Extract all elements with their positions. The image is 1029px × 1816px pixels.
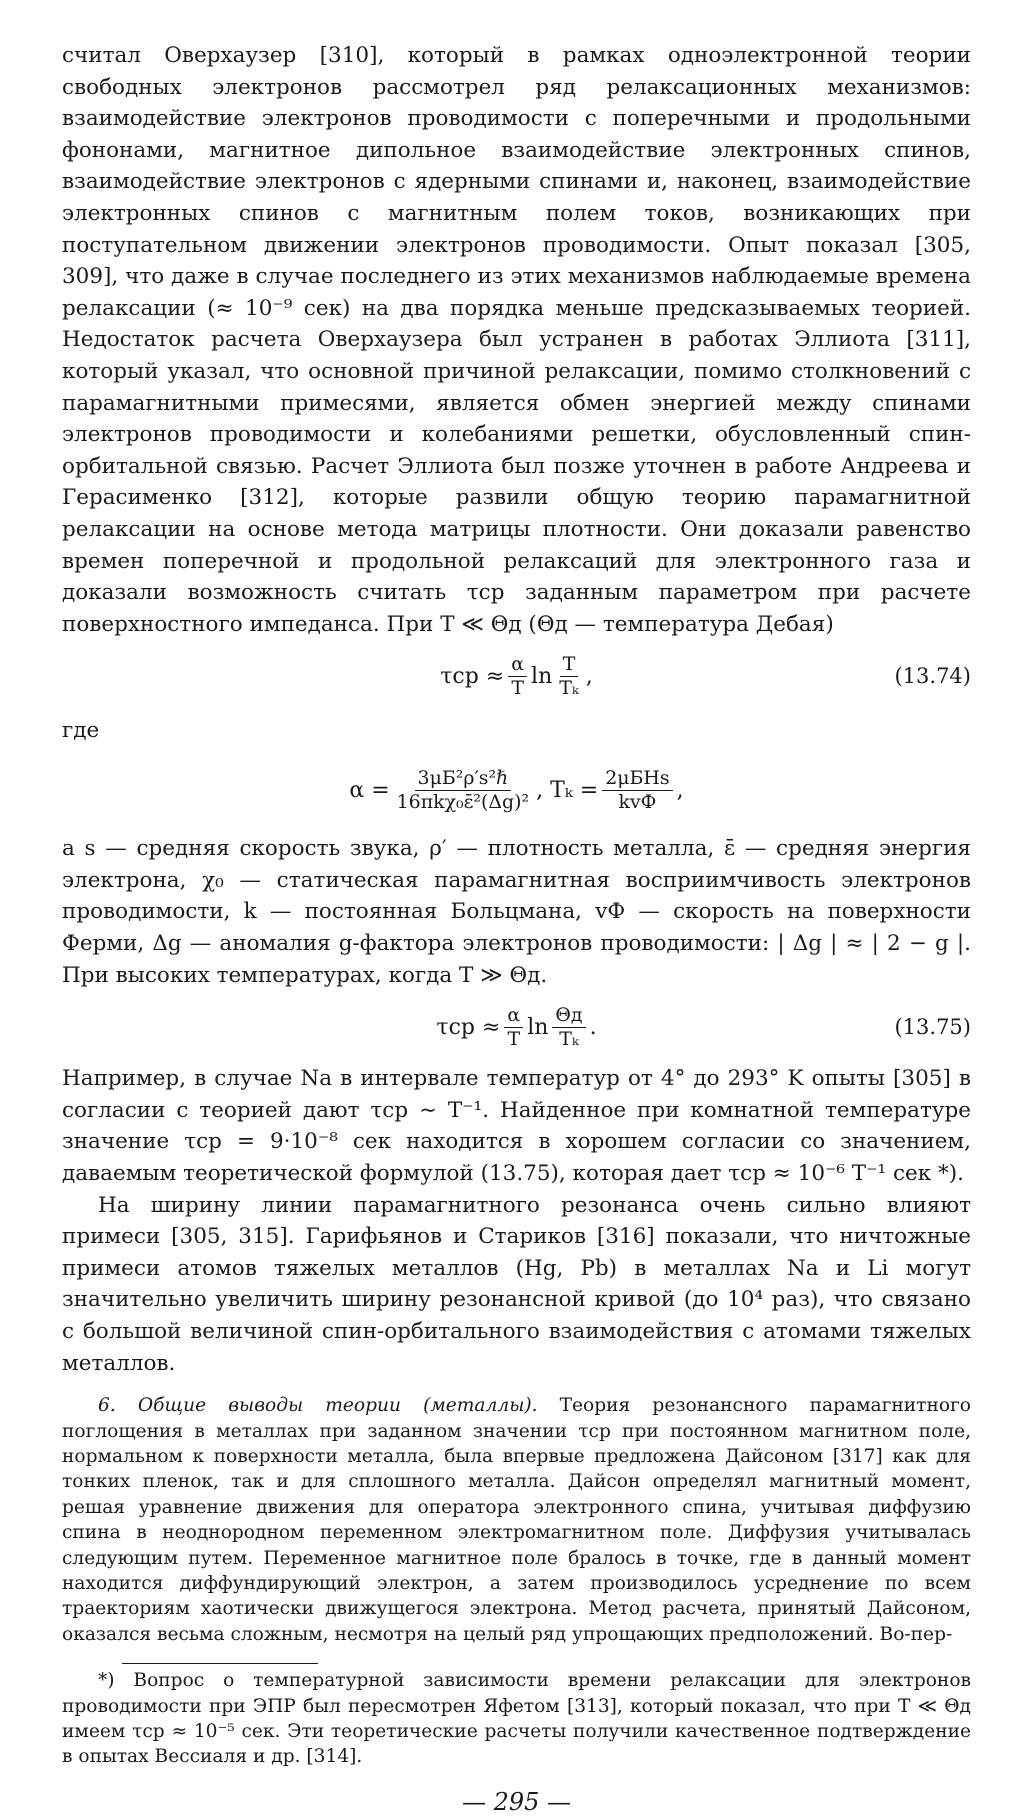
eq1-log-fraction [556,654,582,699]
paragraph-impurities: На ширину линии парамагнитного резонанса очень сильно влияют примеси [305, 315]. Гарифьянов и Стариков [316] показали, что ничтожные примеси атомов тяжелых металлов (Hg, Pb) в металлах Na и Li могут значительно увеличить ширину резонансной кривой (до 10⁴ раз), что связано с большой величиной спин-орбитального взаимодействия с атомами тяжелых металлов. [62,1192,971,1376]
eq2-tk-denominator: kvФ [618,790,657,813]
paragraph-general-conclusions [62,1393,971,1647]
eq3-log-numerator: Θд [552,1005,585,1028]
section-gap [62,1379,971,1393]
paragraph-sodium-example: Например, в случае Na в интервале температур от 4° до 293° K опыты [305] в согласии с теорией дают τср ∼ T⁻¹. Найденное при комнатной температуре значение τср = 9·10⁻⁸ сек находится в хорошем согласии со значением, даваемым теоретической формулой (13.75), которая дает τср ≈ 10⁻⁶ T⁻¹ сек *). [62,1066,971,1187]
eq1-ln: ln [531,663,553,689]
eq1-fraction [508,654,527,699]
eq1-numerator: α [508,654,527,677]
eq3-log-fraction [552,1005,585,1050]
eq3-fraction [504,1005,523,1050]
eq3-denominator: T [507,1027,521,1050]
paragraph-overhauser: считал Оверхаузер [310], который в рамках одноэлектронной теории свободных электронов рассмотрел ряд релаксационных механизмов: взаимодействие электронов проводимости с поперечными и продольными фононами, магнитное дипольное взаимодействие электронных спинов, взаимодействие электронов с ядерными спинами и, наконец, взаимодействие электронных спинов с магнитным полем токов, возникающих при поступательном движении электронов проводимости. Опыт показал [305, 309], что даже в случае последнего из этих механизмов наблюдаемые времена релаксации (≈ 10⁻⁹ сек) на два порядка меньше предсказываемых теорией. Недостаток расчета Оверхаузера был устранен в работах Эллиота [311], который указал, что основной причиной релаксации, помимо столкновений с парамагнитными примесями, является обмен энергией между спинами электронов проводимости и колебаниями решетки, обусловленный спин-орбитальной связью. Расчет Эллиота был позже уточнен в работе Андреева и Герасименко [312], которые развили общую теорию парамагнитной релаксации на основе метода матрицы плотности. Они доказали равенство времен поперечной и продольной релаксаций для электронного газа и доказали возможность считать τср заданным параметром при расчете поверхностного импеданса. При T ≪ Θд (Θд — температура Дебая) [62,43,971,637]
eq2-alpha-lhs: α = [349,777,390,803]
equation-13-74 [62,644,971,708]
eq1-log-numerator: T [560,654,579,677]
general-conclusions-text: Теория резонансного парамагнитного поглощения в металлах при заданном значении τср при постоянном магнитном поле, нормальном к поверхности металла, была впервые предложена Дайсоном [317] как для тонких пленок, так и для сплошного металла. Дайсон определял магнитный момент, решая уравнение движения для оператора электронного спина, учитывая диффузию спина в неоднородном переменном электромагнитном поле. Диффузия учитывалась следующим путем. Переменное магнитное поле бралось в точке, где в данный момент находится диффундирующий электрон, а затем производилось усреднение по всем траекториям хаотически движущегося электрона. Метод расчета, принятый Дайсоном, оказался весьма сложным, несмотря на целый ряд упрощающих предположений. Во-пер- [62,1395,971,1645]
eq1-log-denominator: Tₖ [559,676,579,699]
eq2-punct: , [676,777,684,803]
label-where: где [62,718,100,744]
eq3-punct: . [589,1014,597,1040]
eq2-alpha-fraction [394,768,532,813]
eq1-denominator: T [511,676,524,699]
eq2-tk-fraction [602,768,672,813]
equation-number-13-74: (13.74) [894,664,971,689]
equation-alpha-tk [62,751,971,829]
eq2-alpha-numerator: 3μБ²ρ′s²ℏ [415,768,512,791]
eq3-ln: ln [527,1014,549,1040]
equation-number-13-75: (13.75) [894,1015,971,1040]
eq3-lhs: τср ≈ [436,1014,501,1040]
eq2-alpha-denominator: 16πkχ₀ε̄²(Δg)² [396,790,530,813]
eq3-numerator: α [504,1005,523,1028]
section-heading-general-conclusions: 6. Общие выводы теории (металлы). [98,1395,538,1417]
paragraph-definitions: a s — средняя скорость звука, ρ′ — плотность металла, ε̄ — средняя энергия электрона, χ₀ — статическая парамагнитная восприимчивость электронов проводимости, k — постоянная Больцмана, vФ — скорость на поверхности Ферми, Δg — аномалия g-фактора электронов проводимости: | Δg | ≈ | 2 − g |. При высоких температурах, когда T ≫ Θд. [62,836,971,988]
eq2-tk-lhs: , Tₖ = [536,777,599,803]
equation-13-75 [62,995,971,1059]
page-number: — 295 — [461,1787,572,1816]
eq3-log-denominator: Tₖ [559,1027,579,1050]
footnote: *) Вопрос о температурной зависимости времени релаксации для электронов проводимости при ЭПР был пересмотрен Яфетом [313], который показал, что при T ≪ Θд имеем τср ≈ 10⁻⁵ сек. Эти теоретические расчеты получили качественное подтверждение в опытах Вессиаля и др. [314]. [62,1670,971,1768]
eq2-tk-numerator: 2μБHs [602,768,672,791]
eq1-lhs: τср ≈ [440,663,505,689]
eq1-punct: , [585,663,593,689]
footnote-divider [122,1663,318,1664]
